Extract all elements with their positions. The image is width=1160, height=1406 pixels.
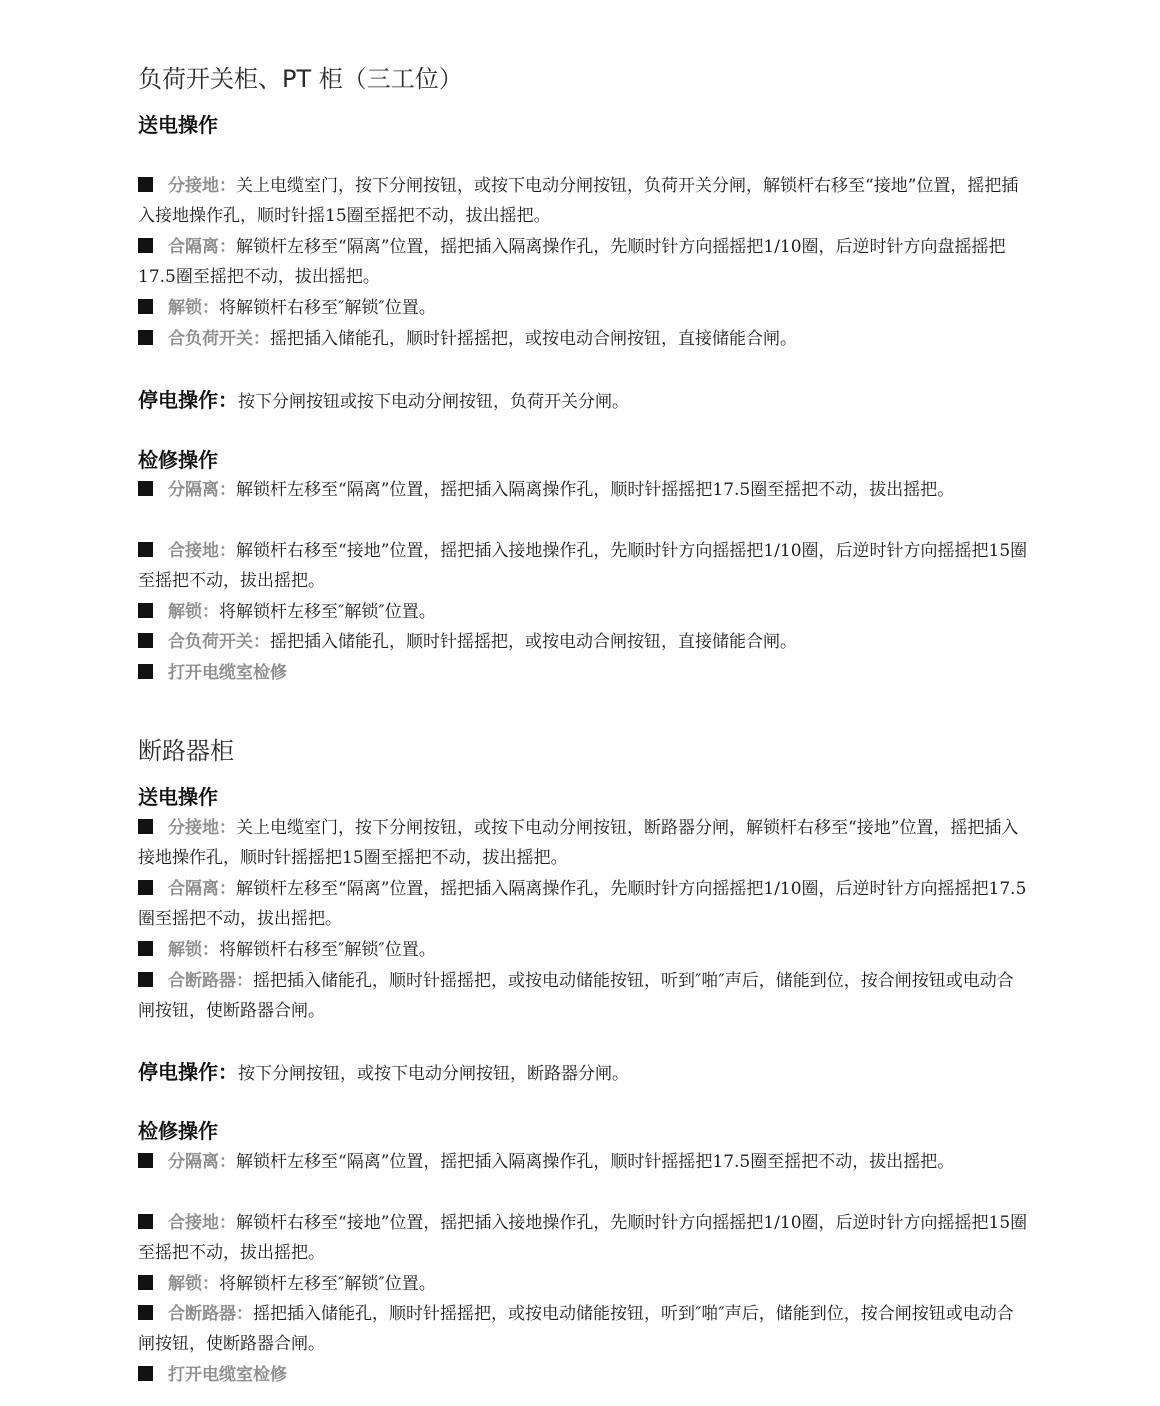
step-text: 摇把插入储能孔，顺时针摇摇把，或按电动储能按钮，听到″啪″声后，储能到位，按合闸按钮或电动合闸按钮，使断路器合闸。 [138, 971, 1014, 1021]
step-label: 分接地 [168, 818, 219, 838]
heading-power-off: 停电操作： [138, 1060, 238, 1084]
section-title-load-switch: 负荷开关柜、PT 柜（三工位） [138, 65, 463, 93]
label-separator: ： [202, 940, 219, 960]
step-text: 摇把插入储能孔，顺时针摇摇把，或按电动储能按钮，听到″啪″声后，储能到位，按合闸按钮或电动合闸按钮，使断路器合闸。 [138, 1304, 1014, 1354]
heading-power-on: 送电操作 [138, 113, 218, 137]
label-separator: ： [219, 480, 236, 500]
step-label: 分接地 [168, 176, 219, 196]
square-bullet-icon [138, 880, 153, 895]
step-text: 摇把插入储能孔，顺时针摇摇把，或按电动合闸按钮，直接储能合闸。 [270, 329, 797, 349]
instruction-item [138, 324, 1028, 354]
instruction-item [138, 293, 1028, 323]
label-separator: ： [202, 1274, 219, 1294]
step-text: 将解锁杆右移至″解锁″位置。 [219, 298, 436, 318]
instruction-item [138, 171, 1028, 231]
step-text: 解锁杆左移至“隔离”位置，摇把插入隔离操作孔，顺时针摇摇把17.5圈至摇把不动，拔出摇把。 [236, 480, 955, 500]
instruction-item [138, 1360, 1028, 1390]
square-bullet-icon [138, 177, 153, 192]
instruction-item [138, 1208, 1028, 1268]
label-separator: ： [219, 818, 236, 838]
square-bullet-icon [138, 299, 153, 314]
step-label: 合断路器 [168, 971, 236, 991]
step-label: 分隔离 [168, 480, 219, 500]
step-label: 打开电缆室检修 [168, 1365, 287, 1385]
square-bullet-icon [138, 1214, 153, 1229]
step-label: 合负荷开关 [168, 329, 253, 349]
square-bullet-icon [138, 1275, 153, 1290]
label-separator: ： [202, 602, 219, 622]
square-bullet-icon [138, 542, 153, 557]
step-label: 合接地 [168, 1213, 219, 1233]
power-off-line [138, 385, 1028, 417]
step-label: 分隔离 [168, 1152, 219, 1172]
square-bullet-icon [138, 603, 153, 618]
instruction-item [138, 475, 1028, 505]
step-text: 将解锁杆左移至″解锁″位置。 [219, 1274, 436, 1294]
label-separator: ： [219, 237, 236, 257]
step-text: 将解锁杆左移至″解锁″位置。 [219, 602, 436, 622]
square-bullet-icon [138, 941, 153, 956]
instruction-item [138, 658, 1028, 688]
label-separator: ： [219, 1213, 236, 1233]
step-text: 解锁杆右移至“接地”位置，摇把插入接地操作孔，先顺时针方向摇摇把1/10圈，后逆时针方向摇摇把15圈至摇把不动，拔出摇把。 [138, 541, 1028, 591]
square-bullet-icon [138, 819, 153, 834]
label-separator: ： [236, 1304, 253, 1324]
instruction-item [138, 1269, 1028, 1299]
label-separator: ： [202, 298, 219, 318]
square-bullet-icon [138, 330, 153, 345]
instruction-item [138, 935, 1028, 965]
square-bullet-icon [138, 1366, 153, 1381]
step-label: 解锁 [168, 940, 202, 960]
step-text: 关上电缆室门，按下分闸按钮，或按下电动分闸按钮，负荷开关分闸，解锁杆右移至“接地”位置，摇把插入接地操作孔，顺时针摇15圈至摇把不动，拔出摇把。 [138, 176, 1019, 226]
step-label: 解锁 [168, 602, 202, 622]
label-separator: ： [253, 632, 270, 652]
label-separator: ： [253, 329, 270, 349]
label-separator: ： [219, 879, 236, 899]
heading-power-on: 送电操作 [138, 785, 218, 809]
instruction-item [138, 813, 1028, 873]
step-label: 合隔离 [168, 879, 219, 899]
label-separator: ： [219, 176, 236, 196]
section-title-breaker: 断路器柜 [138, 737, 234, 765]
square-bullet-icon [138, 633, 153, 648]
step-label: 解锁 [168, 298, 202, 318]
step-label: 合隔离 [168, 237, 219, 257]
step-label: 合断路器 [168, 1304, 236, 1324]
instruction-item [138, 966, 1028, 1026]
square-bullet-icon [138, 972, 153, 987]
step-label: 打开电缆室检修 [168, 663, 287, 683]
step-text: 解锁杆左移至“隔离”位置，摇把插入隔离操作孔，顺时针摇摇把17.5圈至摇把不动，拔出摇把。 [236, 1152, 955, 1172]
instruction-item [138, 627, 1028, 657]
step-text: 解锁杆左移至“隔离”位置，摇把插入隔离操作孔，先顺时针方向摇摇把1/10圈，后逆时针方向盘摇摇把17.5圈至摇把不动，拔出摇把。 [138, 237, 1006, 287]
instruction-item [138, 1299, 1028, 1359]
heading-power-off: 停电操作： [138, 388, 238, 412]
square-bullet-icon [138, 238, 153, 253]
label-separator: ： [219, 541, 236, 561]
step-text: 解锁杆右移至“接地”位置，摇把插入接地操作孔，先顺时针方向摇摇把1/10圈，后逆时针方向摇摇把15圈至摇把不动，拔出摇把。 [138, 1213, 1028, 1263]
instruction-item [138, 536, 1028, 596]
square-bullet-icon [138, 664, 153, 679]
step-text: 将解锁杆右移至″解锁″位置。 [219, 940, 436, 960]
label-separator: ： [219, 1152, 236, 1172]
step-label: 解锁 [168, 1274, 202, 1294]
instruction-item [138, 597, 1028, 627]
square-bullet-icon [138, 1153, 153, 1168]
step-label: 合负荷开关 [168, 632, 253, 652]
step-text: 关上电缆室门，按下分闸按钮，或按下电动分闸按钮，断路器分闸，解锁杆右移至“接地”位置，摇把插入接地操作孔，顺时针摇摇把15圈至摇把不动，拔出摇把。 [138, 818, 1019, 868]
step-text: 解锁杆左移至“隔离”位置，摇把插入隔离操作孔，先顺时针方向摇摇把1/10圈，后逆时针方向摇摇把17.5圈至摇把不动，拔出摇把。 [138, 879, 1027, 929]
power-off-text: 按下分闸按钮或按下电动分闸按钮，负荷开关分闸。 [238, 392, 629, 412]
heading-maintenance: 检修操作 [138, 448, 218, 472]
instruction-item [138, 232, 1028, 292]
instruction-item [138, 874, 1028, 934]
step-text: 摇把插入储能孔，顺时针摇摇把，或按电动合闸按钮，直接储能合闸。 [270, 632, 797, 652]
label-separator: ： [236, 971, 253, 991]
step-label: 合接地 [168, 541, 219, 561]
square-bullet-icon [138, 1305, 153, 1320]
power-off-text: 按下分闸按钮，或按下电动分闸按钮，断路器分闸。 [238, 1064, 629, 1084]
heading-maintenance: 检修操作 [138, 1119, 218, 1143]
power-off-line [138, 1057, 1028, 1089]
square-bullet-icon [138, 481, 153, 496]
instruction-item [138, 1147, 1028, 1177]
